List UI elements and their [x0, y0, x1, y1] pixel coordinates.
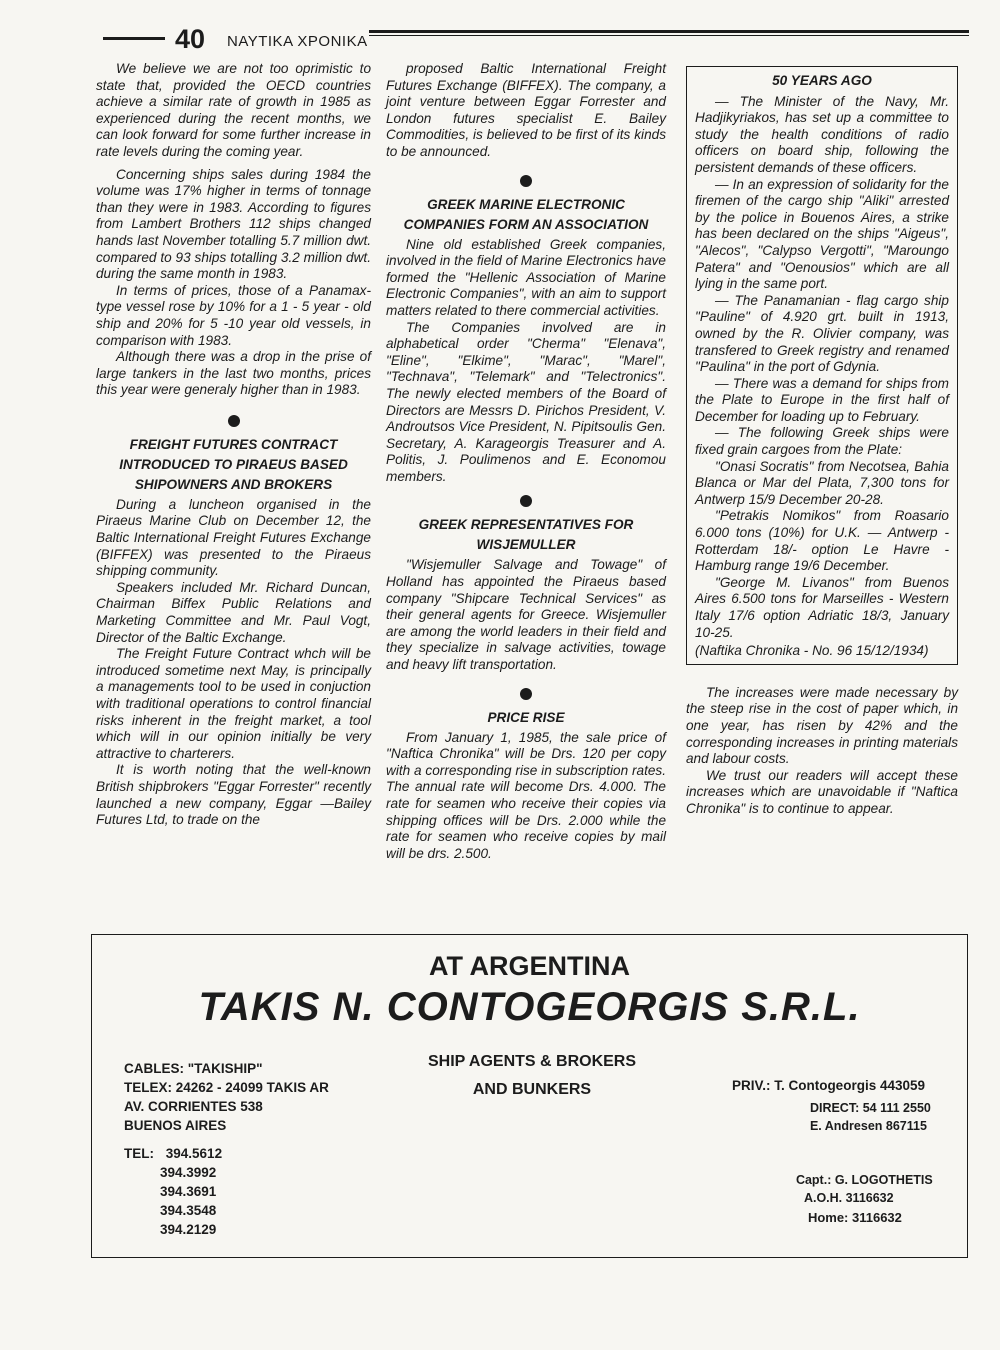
ad-company-name: TAKIS N. CONTOGEORGIS S.R.L. [198, 985, 861, 1029]
header-rule-right [369, 30, 969, 36]
paragraph: "Wisjemuller Salvage and Towage" of Holland has appointed the Piraeus based company "Shipcare Technical Services" as their general agents for Greece. Wisjemuller are among the world leaders in their field and they specialize in salvage activities, towage and heavy lift transportation. [386, 557, 666, 673]
paragraph: The Freight Future Contract whch will be introduced sometime next May, is principally a managements tool to be used in conjuction with traditional operations to control financial risks inherent in the freight market, a tool which will in our opinion initially be very attractive to charterers. [96, 646, 371, 761]
ad-tel-number: 394.3548 [160, 1203, 217, 1218]
ad-contact-left [124, 1059, 329, 1239]
ad-tel-number: 394.2129 [160, 1222, 217, 1237]
paragraph: The increases were made necessary by the steep rise in the cost of paper which, in one year, has risen by 42% and the corresponding increases in printing materials and labour costs. [686, 684, 958, 767]
page-header [103, 26, 969, 56]
article-heading: FREIGHT FUTURES CONTRACT INTRODUCED TO PIRAEUS BASED SHIPOWNERS AND BROKERS [119, 436, 348, 492]
paragraph: Although there was a drop in the prise of large tankers in the last two months, prices this year were generaly higher than in 1983. [96, 349, 371, 398]
ad-direct: DIRECT: 54 111 2550 [809, 1101, 931, 1115]
paragraph: From January 1, 1985, the sale price of "Naftica Chronika" will be Drs. 120 per copy with a corresponding rise in subscription rates. The annual rate will become Drs. 4.000. The rate for seamen who receive their copies via shipping offices will be Drs. 2.000 while the rate for seamen who receive copies by mail will be drs. 2.500. [386, 729, 666, 861]
paragraph: We trust our readers will accept these increases which are unavoidable if "Naftica Chronika" is to continue to appear. [686, 767, 958, 816]
article-heading: GREEK REPRESENTATIVES FOR WISJEMULLER [418, 517, 634, 553]
fifty-years-ago-box [686, 66, 958, 665]
source-citation: (Naftika Chronika - No. 96 15/12/1934) [695, 643, 929, 659]
header-rule-left [103, 37, 165, 40]
ad-services-line: SHIP AGENTS & BROKERS [427, 1053, 637, 1070]
section-bullet [228, 415, 240, 427]
paragraph: We believe we are not too oprimistic to state that, provided the OECD countries achieve a similar rate of growth in 1985 as experienced during the recent months, we can look forward for some further increase in rate levels during the coming year. [96, 61, 371, 159]
article-heading: GREEK MARINE ELECTRONIC COMPANIES FORM AN ASSOCIATION [403, 196, 649, 232]
ad-telephones [124, 1144, 329, 1239]
paragraph: In terms of prices, those of a Panamax-type vessel rose by 10% for a 1 - 5 year - old ship and 20% for 5 -10 year old vessels, in comparison with 1983. [96, 282, 371, 348]
ad-aoh: A.O.H. 3116632 [803, 1191, 894, 1205]
paragraph: "Petrakis Nomikos" from Roasario 6.000 tons (10%) for U.K. — Antwerp - Rotterdam 18/- option Le Havre - Hamburg range 19/6 December. [695, 508, 949, 574]
ad-contact-right [732, 1077, 933, 1227]
ad-title: AT ARGENTINA [429, 951, 630, 981]
paragraph: — There was a demand for ships from the Plate to Europe in the first half of December for loading up to February. [695, 375, 949, 424]
ad-address-line: AV. CORRIENTES 538 [124, 1099, 263, 1114]
ad-services-line: AND BUNKERS [472, 1081, 592, 1098]
paragraph: proposed Baltic International Freight Futures Exchange (BIFFEX). The company, a joint venture between Eggar Forrester and London futures specialist E. Bailey Commodities, is believed to be first of its kinds to be announced. [386, 61, 666, 159]
paragraph: — The following Greek ships were fixed grain cargoes from the Plate: [695, 425, 949, 458]
page-number: 40 [175, 24, 206, 54]
paragraph: — In an expression of solidarity for the firemen of the cargo ship "Aliki" arrested by the police in Bouenos Aires, a strike has been declared on the ships "Aigeus", "Alecos", "Calypso Vergotti", "Maroungo Patera" and "Oenousios" which are all lying in the same port. [695, 176, 949, 292]
paragraph: It is worth noting that the well-known British shipbrokers "Eggar Forrester" recently launched a new company, Eggar —Bailey Futures Ltd, to trade on the [96, 762, 371, 828]
paragraph: During a luncheon organised in the Piraeus Marine Club on December 12, the Baltic International Freight Futures Exchange (BIFFEX) was presented to the Piraeus shipping community. [96, 496, 371, 579]
paragraph: — The Minister of the Navy, Mr. Hadjikyriakos, has set up a committee to study the health conditions of radio officers on board ship, following the persistent demands of these officers. [695, 93, 949, 175]
section-bullet [520, 495, 532, 507]
column-3 [686, 66, 958, 818]
ad-andresen: E. Andresen 867115 [809, 1119, 927, 1133]
article-heading: PRICE RISE [487, 709, 565, 725]
magazine-name: ΝΑΥΤΙΚΑ ΧΡΟΝΙΚΑ [227, 33, 368, 50]
column-2 [386, 61, 666, 862]
section-bullet [520, 688, 532, 700]
paragraph: — The Panamanian - flag cargo ship "Pauline" of 4.920 grt. built in 1913, owned by the R. Olivier company, was transfered to Greek registry and renamed "Paulina" in the port of Gdynia. [695, 292, 949, 375]
box-title: 50 YEARS AGO [772, 73, 872, 88]
ad-tel-number: 394.3691 [160, 1184, 217, 1199]
ad-tel-label: TEL: [124, 1146, 154, 1161]
paragraph: "Onasi Socratis" from Necotsea, Bahia Blanca or Mar del Plata, 7,300 tons for Antwerp 15/9 December 20-28. [695, 458, 949, 507]
ad-telex: TELEX: 24262 - 24099 TAKIS AR [124, 1080, 329, 1095]
paragraph: The Companies involved are in alphabetical order "Cherma" "Elenava", "Eline", "Elkime", "Marac", "Marel", "Technava", "Telemark" and "Telectronics". The newly elected members of the Board of Directors are Messrs D. Pirichos President, V. Androutsos Vice President, N. Pipitsoulis Gen. Secretary, A. Karageorgis Treasurer and A. Politis, J. Poulimenos and E. Economou members. [386, 319, 666, 484]
ad-address-line: BUENOS AIRES [124, 1118, 227, 1133]
paragraph: Speakers included Mr. Richard Duncan, Chairman Biffex Public Relations and Marketing Committee and Mr. Paul Vogt, Director of the Baltic Exchange. [96, 579, 371, 645]
ad-tel-number: 394.3992 [160, 1165, 217, 1180]
paragraph: "George M. Livanos" from Buenos Aires 6.500 tons for Marseilles - Western Italy 17/6 option Adriatic 18/3, January 10-25. [695, 574, 949, 640]
section-bullet [520, 175, 532, 187]
advertisement [91, 934, 968, 1258]
paragraph: Nine old established Greek companies, involved in the field of Marine Electronics have formed the "Hellenic Association of Marine Electronic Companies", with an aim to support matters related to there commercial activities. [386, 236, 666, 318]
ad-cables: CABLES: "TAKISHIP" [124, 1061, 263, 1076]
ad-tel-number: 394.5612 [165, 1146, 223, 1161]
column-1 [96, 61, 371, 829]
ad-priv: PRIV.: T. Contogeorgis 443059 [731, 1078, 925, 1093]
ad-home: Home: 3116632 [807, 1210, 902, 1225]
ad-services [382, 1048, 682, 1104]
ad-captain: Capt.: G. LOGOTHETIS [795, 1173, 933, 1187]
paragraph: Concerning ships sales during 1984 the volume was 17% higher in terms of tonnage than they were in 1983. According to figures from Lambert Brothers 112 ships changed hands last November totalling 5.7 million dwt. compared to 93 ships totalling 3.2 million dwt. during the same month in 1983. [96, 166, 371, 282]
